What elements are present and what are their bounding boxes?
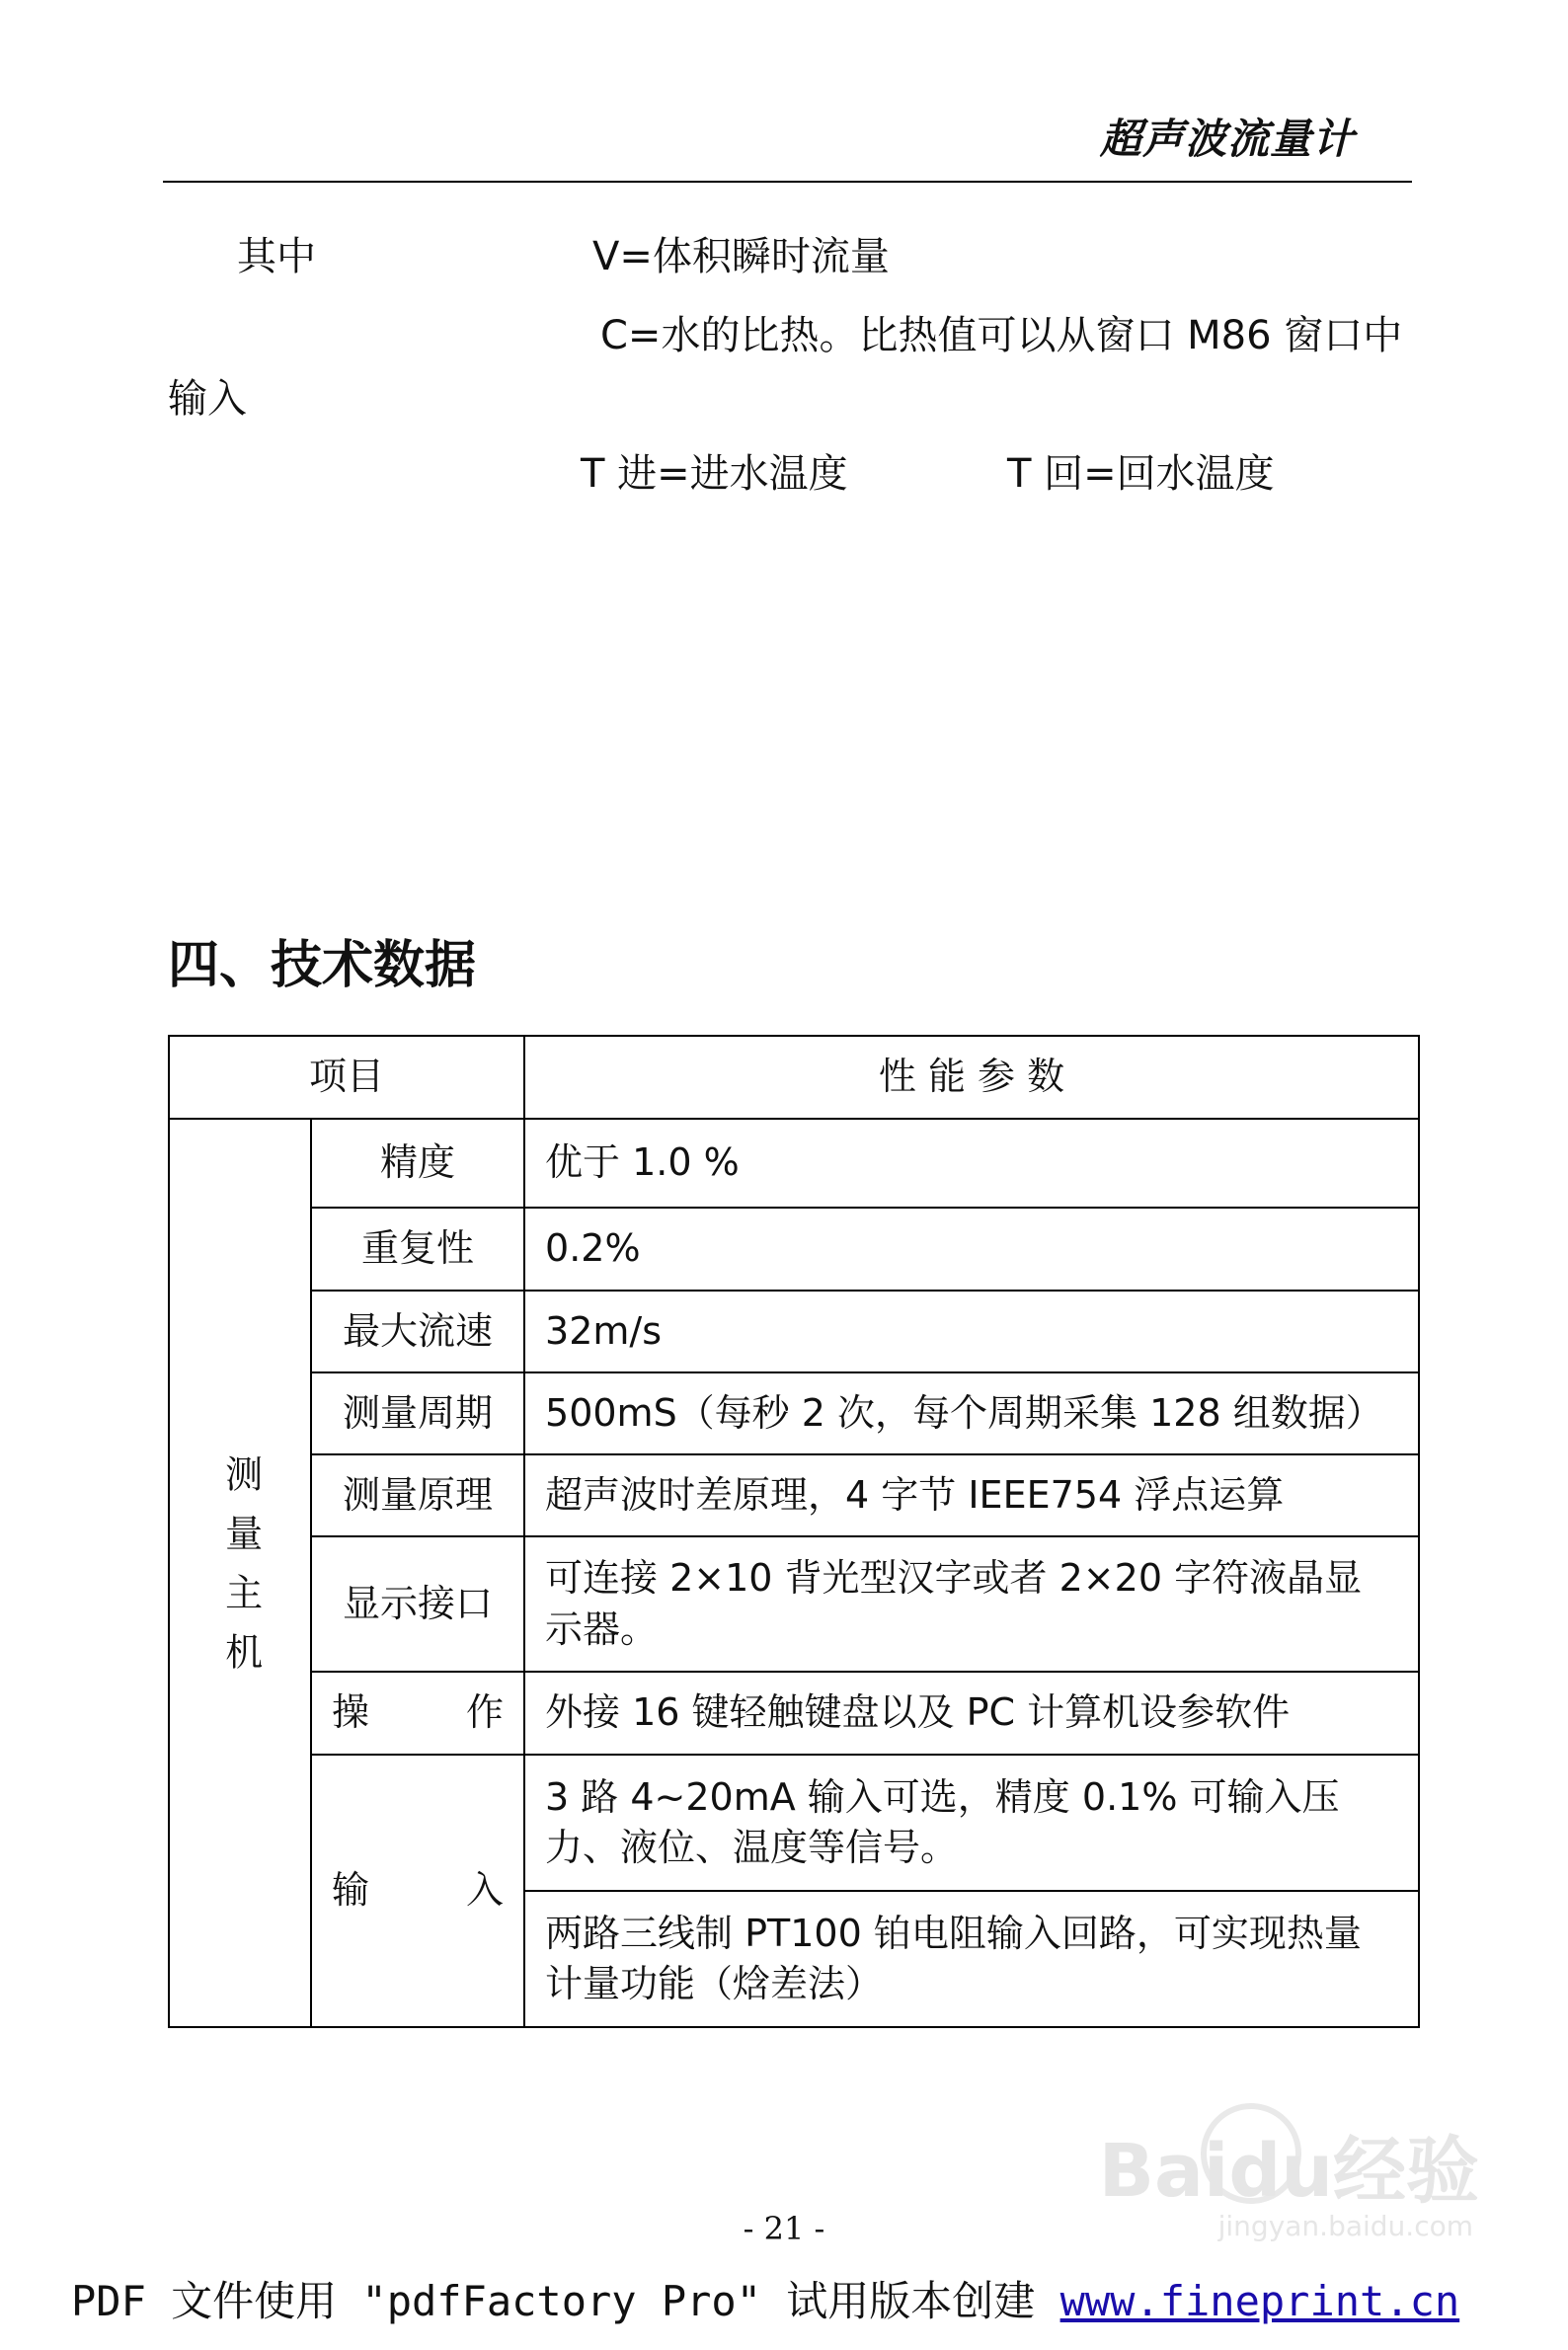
- row-label: 精度: [311, 1119, 524, 1208]
- footer-link[interactable]: www.fineprint.cn: [1059, 2277, 1460, 2325]
- section-title: 四、技术数据: [168, 936, 477, 995]
- header-item-cell: 项目: [169, 1036, 524, 1119]
- row-label: 操 作: [311, 1672, 524, 1755]
- row-label: 测量原理: [311, 1454, 524, 1536]
- table-row: [169, 1372, 1419, 1454]
- table-row: [169, 1454, 1419, 1536]
- row-value: 0.2%: [524, 1208, 1419, 1291]
- formula-c-definition-cont: 输入: [168, 376, 247, 422]
- row-label: 重复性: [311, 1208, 524, 1291]
- page-number: - 21 -: [743, 2210, 825, 2247]
- table-row: [169, 1291, 1419, 1372]
- row-value: 外接 16 键轻触键盘以及 PC 计算机设参软件: [524, 1672, 1419, 1755]
- table-row: [169, 1119, 1419, 1208]
- group-label-cell: 测量主机: [169, 1119, 311, 2027]
- header-param-cell: 性 能 参 数: [524, 1036, 1419, 1119]
- row-label: 测量周期: [311, 1372, 524, 1454]
- input-label: 输 入: [311, 1755, 524, 2027]
- table-header-row: [169, 1036, 1419, 1119]
- footer-creator-note: PDF 文件使用 "pdfFactory Pro" 试用版本创建: [71, 2277, 1036, 2325]
- input-value: 两路三线制 PT100 铂电阻输入回路，可实现热量计量功能（焓差法）: [524, 1891, 1419, 2027]
- formula-t-in: T 进=进水温度: [581, 451, 848, 497]
- row-value: 可连接 2×10 背光型汉字或者 2×20 字符液晶显示器。: [524, 1536, 1419, 1672]
- input-value: 3 路 4~20mA 输入可选，精度 0.1% 可输入压力、液位、温度等信号。: [524, 1755, 1419, 1891]
- watermark-url: jingyan.baidu.com: [1217, 2210, 1473, 2242]
- formula-t-out: T 回=回水温度: [1007, 451, 1275, 497]
- formula-lead: 其中: [237, 234, 316, 279]
- formula-c-definition: C=水的比热。比热值可以从窗口 M86 窗口中: [600, 313, 1403, 358]
- table-row: [169, 1536, 1419, 1672]
- header-title: 超声波流量计: [1099, 115, 1355, 163]
- spec-table: [168, 1035, 1420, 2028]
- row-label: 显示接口: [311, 1536, 524, 1672]
- row-value: 优于 1.0 %: [524, 1119, 1419, 1208]
- watermark-brand: Baidu经验: [1098, 2129, 1479, 2214]
- footer-creator-line: [71, 2269, 1459, 2328]
- table-row: [169, 1672, 1419, 1755]
- table-row: [169, 1755, 1419, 1891]
- row-value: 32m/s: [524, 1291, 1419, 1372]
- row-value: 超声波时差原理，4 字节 IEEE754 浮点运算: [524, 1454, 1419, 1536]
- row-label: 最大流速: [311, 1291, 524, 1372]
- row-value: 500mS（每秒 2 次，每个周期采集 128 组数据）: [524, 1372, 1419, 1454]
- header-rule: [163, 181, 1412, 183]
- formula-v-definition: V=体积瞬时流量: [592, 234, 890, 279]
- table-row: [169, 1208, 1419, 1291]
